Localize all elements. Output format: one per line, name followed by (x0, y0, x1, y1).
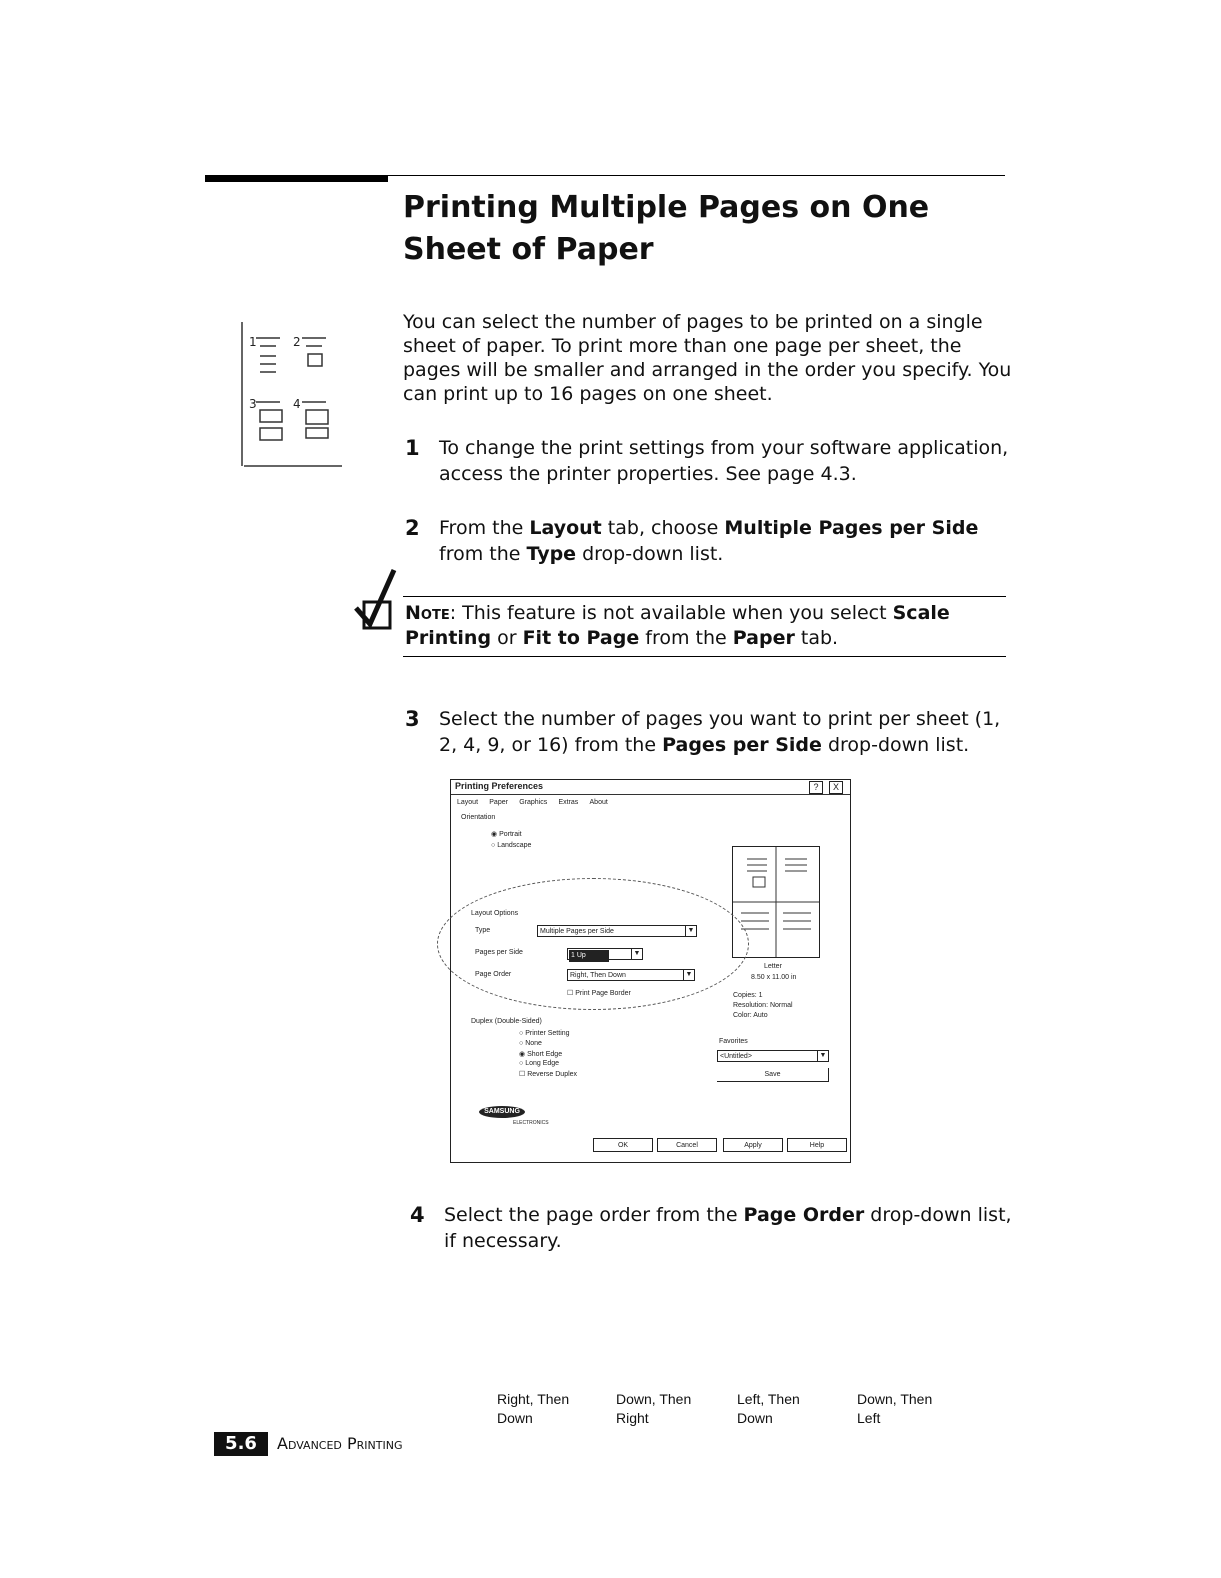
svg-text:2: 2 (293, 335, 301, 349)
reverse-duplex-checkbox[interactable]: ☐ Reverse Duplex (519, 1071, 578, 1078)
orientation-portrait-radio[interactable]: ◉ Portrait (491, 831, 522, 838)
page-order-select[interactable]: Right, Then Down ▼ (567, 969, 695, 981)
color-label: Color: Auto (733, 1012, 768, 1019)
title-line-1: Printing Multiple Pages on One (403, 190, 930, 225)
note-rule-bottom (403, 656, 1006, 657)
highlight-callout-oval (437, 878, 749, 1010)
page-number-badge: 5.6 (214, 1432, 268, 1456)
dialog-title: Printing Preferences (455, 781, 544, 791)
svg-text:3: 3 (249, 397, 257, 411)
apply-button[interactable]: Apply (723, 1138, 783, 1152)
chevron-down-icon: ▼ (683, 970, 694, 980)
tab-about[interactable]: About (589, 799, 608, 806)
page-order-option-label: Right, Then Down (497, 1391, 570, 1426)
copies-label: Copies: 1 (733, 992, 763, 999)
paper-size-label: Letter (764, 963, 782, 970)
svg-text:4: 4 (293, 397, 301, 411)
step-number: 1 (405, 436, 420, 460)
save-button[interactable]: Save (717, 1068, 829, 1082)
intro-paragraph: You can select the number of pages to be printed on a single sheet of paper. To print more than one page per sheet, the pages will be smaller and arranged in the order you specify. You can print up to 16 pages on one sheet. (403, 311, 1012, 405)
help-button[interactable]: Help (787, 1138, 847, 1152)
footer-section-title: Advanced Printing (277, 1434, 403, 1453)
step-number: 4 (410, 1203, 425, 1227)
chevron-down-icon: ▼ (631, 949, 642, 959)
tab-layout[interactable]: Layout (457, 799, 479, 806)
duplex-option[interactable]: ○ None (519, 1040, 542, 1047)
duplex-option[interactable]: ○ Long Edge (519, 1060, 560, 1067)
orientation-label: Orientation (461, 814, 496, 821)
page-order-option-label: Left, Then Down (737, 1391, 800, 1426)
duplex-option[interactable]: ◉ Short Edge (519, 1051, 563, 1058)
header-rule-accent (205, 175, 388, 182)
step-number: 3 (405, 707, 420, 731)
step-text: To change the print settings from your software application, access the printer properties. See page 4.3. (439, 437, 1009, 485)
dialog-titlebar (451, 780, 850, 795)
checkmark-note-icon (350, 566, 400, 636)
favorites-select[interactable]: <Untitled> ▼ (717, 1050, 829, 1062)
resolution-label: Resolution: Normal (733, 1002, 793, 1009)
step-text: From the Layout tab, choose Multiple Pages per Side from the Type drop-down list. (439, 517, 979, 565)
page-order-option-label: Down, Then Left (857, 1391, 933, 1426)
pages-per-side-label: Pages per Side (475, 949, 523, 956)
step-text: Select the number of pages you want to print per sheet (1, 2, 4, 9, or 16) from the Pages per Side drop-down list. (439, 708, 1001, 756)
chevron-down-icon: ▼ (685, 926, 696, 936)
type-label: Type (475, 927, 491, 934)
duplex-label: Duplex (Double-Sided) (471, 1018, 542, 1025)
step-text: Select the page order from the Page Order drop-down list, if necessary. (444, 1204, 1012, 1252)
logo-subtext: ELECTRONICS (513, 1120, 549, 1126)
page-order-label: Page Order (475, 971, 512, 978)
svg-text:1: 1 (249, 335, 257, 349)
tab-extras[interactable]: Extras (558, 799, 579, 806)
page-title (403, 187, 1003, 271)
type-select[interactable]: Multiple Pages per Side ▼ (537, 925, 697, 937)
note-rule-top (403, 596, 1006, 597)
print-page-border-checkbox[interactable]: ☐ Print Page Border (567, 990, 631, 997)
step-number: 2 (405, 516, 420, 540)
ok-button[interactable]: OK (593, 1138, 653, 1152)
samsung-logo: SAMSUNG (479, 1106, 525, 1118)
cancel-button[interactable]: Cancel (657, 1138, 717, 1152)
tab-paper[interactable]: Paper (489, 799, 508, 806)
help-icon[interactable]: ? (809, 781, 823, 794)
dialog-tabs (457, 797, 757, 809)
note-text: Note: This feature is not available when you select Scale Printing or Fit to Page from the Paper tab. (405, 602, 950, 649)
pages-per-side-selected-value: 1 Up (569, 950, 609, 962)
paper-dimensions-label: 8.50 x 11.00 in (751, 974, 797, 981)
page-order-option-label: Down, Then Right (616, 1391, 692, 1426)
multi-page-illustration-icon (236, 316, 348, 472)
orientation-landscape-radio[interactable]: ○ Landscape (491, 842, 532, 849)
favorites-label: Favorites (719, 1038, 748, 1045)
duplex-option[interactable]: ○ Printer Setting (519, 1030, 570, 1037)
chevron-down-icon: ▼ (817, 1051, 828, 1061)
tab-graphics[interactable]: Graphics (519, 799, 548, 806)
layout-options-label: Layout Options (471, 910, 519, 917)
close-icon[interactable]: X (829, 781, 843, 794)
title-line-2: Sheet of Paper (403, 232, 654, 267)
